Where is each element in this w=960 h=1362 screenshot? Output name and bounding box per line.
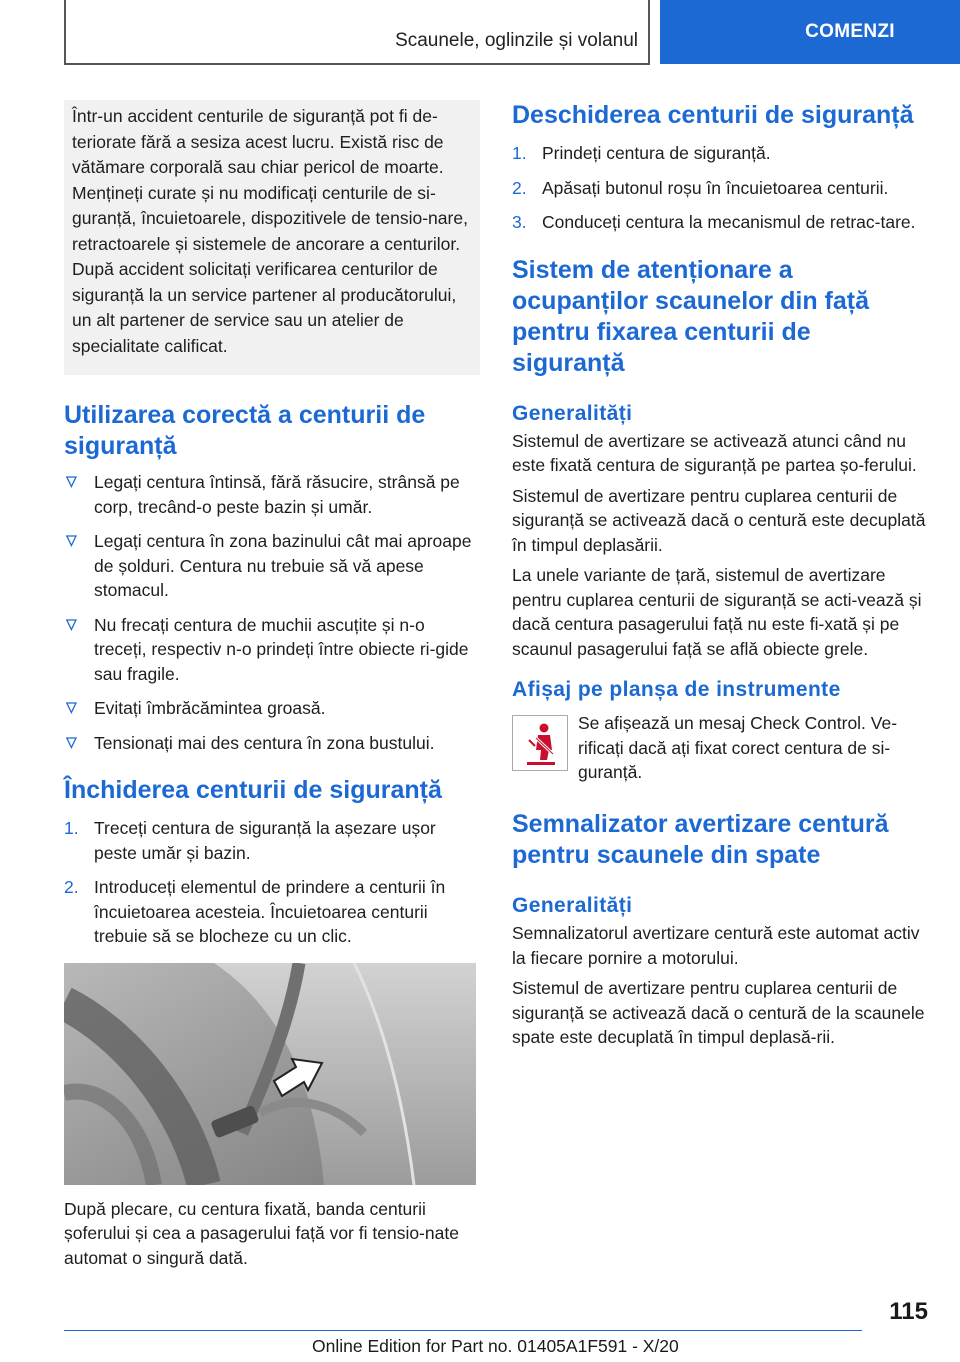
- chapter-tab[interactable]: COMENZI: [660, 0, 960, 64]
- right-column: [512, 100, 928, 1050]
- step-text: Treceți centura de siguranță la așezare ușor peste umăr și bazin.: [94, 818, 436, 863]
- seatbelt-warning-icon: [512, 715, 568, 771]
- list-item: Evitați îmbrăcămintea groasă.: [64, 696, 480, 721]
- triangle-bullet-icon: [66, 702, 77, 714]
- seatbelt-photo: [64, 963, 476, 1185]
- triangle-bullet-icon: [66, 476, 77, 488]
- step-item: [512, 176, 928, 201]
- general-para: Semnalizatorul avertizare centură este automat activ la fiecare pornire a motorului.: [512, 923, 920, 968]
- correct-use-heading: Utilizarea corectă a centurii de siguranță: [64, 401, 426, 460]
- general-para: Sistemul de avertizare pentru cuplarea centurii de siguranță se activează dacă o centură de la scaunele spate este decuplată în timpul deplasă-rii.: [512, 978, 925, 1047]
- list-item: Legați centura în zona bazinului cât mai aproape de șolduri. Centura nu trebuie să vă apese stomacul.: [64, 529, 480, 603]
- step-number: 1.: [512, 143, 527, 163]
- step-item: [512, 141, 928, 166]
- triangle-bullet-icon: [66, 535, 77, 547]
- opening-steps: [512, 141, 928, 235]
- page-number: 115: [889, 1298, 928, 1325]
- general-para: Sistemul de avertizare se activează atunci când nu este fixată centura de siguranță pe partea șo-ferului.: [512, 430, 917, 475]
- photo-caption: După plecare, cu centura fixată, banda centurii șoferului și cea a pasagerului față vor fi tensio-nate automat o singură dată.: [64, 1198, 459, 1268]
- general-para: La unele variante de țară, sistemul de avertizare pentru cuplarea centurii de siguranță se acti-vează și dacă centura pasagerului față nu este fi-xată și pe scaunul pasagerului față se află obiecte grele.: [512, 565, 922, 659]
- step-text: Introduceți elementul de prindere a centurii în încuietoarea acesteia. Încuietoarea centurii trebuie să se blocheze cu un clic.: [94, 877, 446, 946]
- step-text: Apăsați butonul roșu în încuietoarea centurii.: [542, 177, 889, 198]
- step-number: 2.: [64, 877, 79, 897]
- warning-text: Într-un accident centurile de siguranță pot fi de-teriorate fără a sesiza acest lucru. Există risc de vătămare corporală sau chiar pericol de moarte. Mențineți curate și nu modificați centurile de si-guranță, încuietoarele, dispozitivele de tensio-nare, retractoarele și sistemele de ancorare a centurilor. După accident solicitați verificarea centurilor de siguranță la un service partener al producătorului, un alt partener de service sau un atelier de specialitate calificat.: [72, 106, 468, 356]
- general-para: Sistemul de avertizare pentru cuplarea centurii de siguranță se activează dacă o centură este decuplată în timpul deplasării.: [512, 485, 926, 555]
- header-bottom-rule: [64, 63, 650, 65]
- correct-use-list: [64, 470, 480, 755]
- header-right-rule: [648, 0, 650, 64]
- step-item: [512, 210, 928, 235]
- footer-rule: [64, 1330, 862, 1331]
- edition-text: Online Edition for Part no. 01405A1F591 - X/20: [312, 1336, 679, 1356]
- left-column: [64, 100, 480, 1270]
- opening-heading: Deschiderea centurii de siguranță: [512, 101, 914, 129]
- seatbelt-photo-illustration: [64, 963, 476, 1185]
- closing-heading: Închiderea centurii de siguranță: [64, 776, 442, 804]
- display-row: [512, 711, 928, 791]
- rear-heading: Semnalizator avertizare centură pentru scaunele din spate: [512, 810, 889, 869]
- step-text: Prindeți centura de siguranță.: [542, 143, 771, 163]
- triangle-bullet-icon: [66, 737, 77, 749]
- general-heading-2: Generalități: [512, 894, 633, 917]
- list-item: Legați centura întinsă, fără răsucire, strânsă pe corp, trecând-o peste bazin și umăr.: [64, 470, 480, 519]
- step-item: [64, 816, 480, 865]
- step-item: [64, 875, 480, 949]
- closing-steps: [64, 816, 480, 949]
- general-heading-1: Generalități: [512, 401, 633, 425]
- display-heading: Afișaj pe planșa de instrumente: [512, 678, 841, 701]
- warning-box: [64, 100, 480, 375]
- list-item: Tensionați mai des centura în zona bustului.: [64, 731, 480, 756]
- triangle-bullet-icon: [66, 619, 77, 631]
- reminder-heading: Sistem de atenționare a ocupanților scaunelor din față pentru fixarea centurii de siguranță: [512, 255, 869, 377]
- step-number: 3.: [512, 212, 527, 232]
- step-number: 2.: [512, 177, 527, 198]
- section-title: Scaunele, oglinzile și volanul: [395, 30, 638, 51]
- step-number: 1.: [64, 818, 79, 838]
- step-text: Conduceți centura la mecanismul de retrac-tare.: [542, 212, 916, 232]
- list-item: Nu frecați centura de muchii ascuțite și n-o treceți, respectiv n-o prindeți între obiecte ri-gide sau fragile.: [64, 613, 480, 687]
- header-left-rule: [64, 0, 66, 64]
- display-text: Se afișează un mesaj Check Control. Ve-rificați dacă ați fixat corect centura de si-guranță.: [578, 713, 898, 782]
